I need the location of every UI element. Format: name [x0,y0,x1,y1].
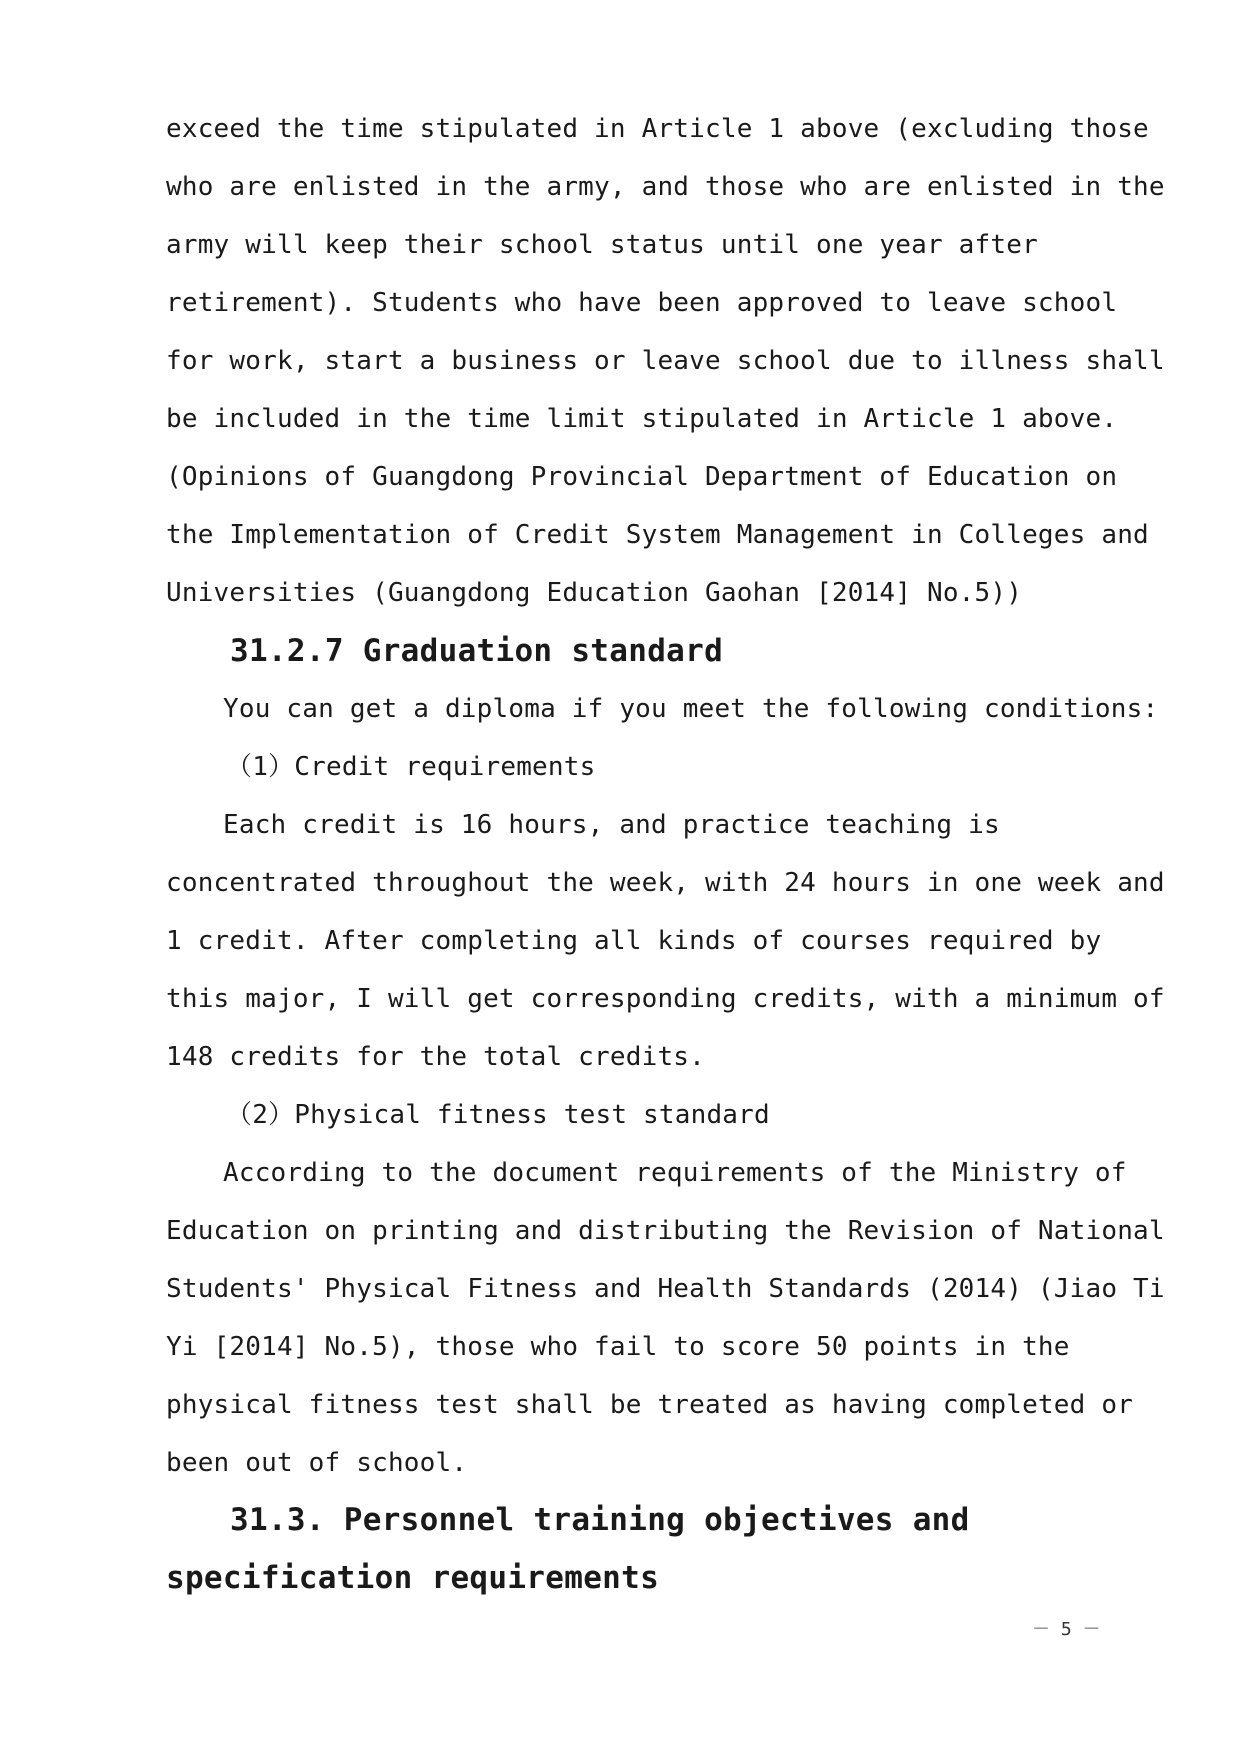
paragraph-line: for work, start a business or leave school due to illness shall [166,346,1165,376]
paragraph-line: 148 credits for the total credits. [166,1042,706,1072]
paragraph-line: Yi [2014] No.5), those who fail to score 50 points in the [166,1332,1070,1362]
paragraph-line: this major, I will get corresponding credits, with a minimum of [166,984,1165,1014]
paragraph-line: Each credit is 16 hours, and practice teaching is [223,810,1000,840]
paragraph-line: (Opinions of Guangdong Provincial Department of Education on [166,462,1118,492]
paragraph-line: Universities (Guangdong Education Gaohan [2014] No.5)) [166,578,1023,608]
page-number: － 5 － [1032,1619,1101,1640]
paragraph-line: army will keep their school status until one year after [166,230,1038,260]
section-heading-training-objectives-line-2: specification requirements [166,1560,660,1596]
paragraph-line: Students' Physical Fitness and Health Standards (2014) (Jiao Ti [166,1274,1165,1304]
paragraph-line: be included in the time limit stipulated in Article 1 above. [166,404,1118,434]
paragraph-line: exceed the time stipulated in Article 1 above (excluding those [166,114,1149,144]
section-heading-graduation-standard: 31.2.7 Graduation standard [230,633,724,669]
section-heading-training-objectives-line-1: 31.3. Personnel training objectives and [230,1502,970,1538]
credit-requirements-label: （1）Credit requirements [226,752,596,782]
graduation-intro: You can get a diploma if you meet the following conditions: [223,694,1159,724]
paragraph-line: Education on printing and distributing the Revision of National [166,1216,1165,1246]
paragraph-line: physical fitness test shall be treated as having completed or [166,1390,1134,1420]
paragraph-line: According to the document requirements of the Ministry of [223,1158,1127,1188]
paragraph-line: concentrated throughout the week, with 24 hours in one week and [166,868,1165,898]
paragraph-line: 1 credit. After completing all kinds of courses required by [166,926,1102,956]
paragraph-line: the Implementation of Credit System Management in Colleges and [166,520,1149,550]
paragraph-line: been out of school. [166,1448,468,1478]
paragraph-line: retirement). Students who have been approved to leave school [166,288,1118,318]
physical-fitness-label: （2）Physical fitness test standard [226,1100,770,1130]
paragraph-line: who are enlisted in the army, and those who are enlisted in the [166,172,1165,202]
